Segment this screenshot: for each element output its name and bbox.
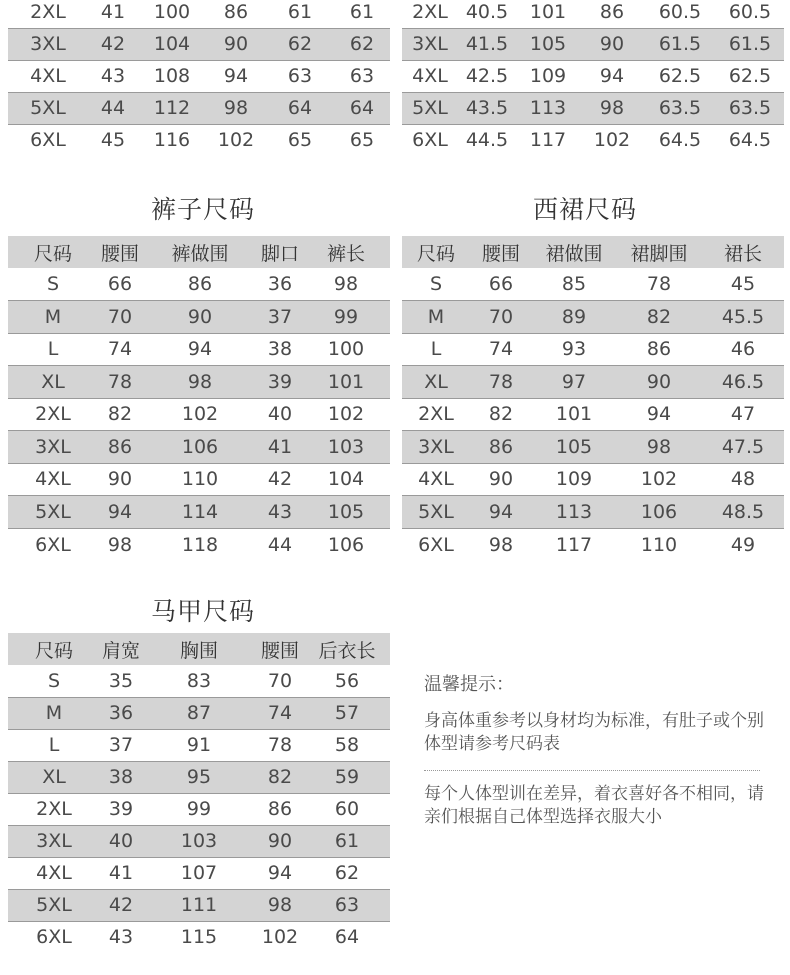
size-label-cell: L (402, 333, 470, 366)
measurement-cell: 62.5 (644, 60, 716, 92)
table-row (402, 463, 784, 496)
table-row (402, 60, 784, 92)
column-header: 尺码 (402, 236, 470, 268)
measurement-cell: 118 (181, 533, 219, 556)
column-header: 腰围 (256, 633, 304, 665)
table-row (8, 729, 390, 761)
measurement-cell: 99 (302, 301, 390, 334)
measurement-cell: 90 (206, 28, 266, 60)
measurement-cell: 102 (261, 926, 299, 949)
measurement-cell: 62 (304, 857, 390, 889)
table-row (8, 60, 390, 92)
size-label-cell: 6XL (418, 533, 454, 556)
measurement-cell: 105 (532, 431, 616, 464)
table-row (8, 496, 390, 529)
size-label-cell: XL (8, 761, 100, 793)
table-row (8, 889, 390, 921)
measurement-cell: 64.5 (728, 129, 772, 152)
measurement-cell: 45 (100, 129, 126, 152)
measurement-cell: 45.5 (702, 301, 784, 334)
measurement-cell: 63 (304, 889, 390, 921)
size-label-cell: 5XL (402, 496, 470, 529)
column-header: 裤做围 (142, 236, 258, 268)
column-header: 肩宽 (100, 633, 142, 665)
measurement-cell: 98 (142, 366, 258, 399)
measurement-cell: 104 (138, 28, 206, 60)
measurement-cell: 70 (98, 301, 142, 334)
size-label-cell: 3XL (402, 28, 458, 60)
table-row (8, 857, 390, 889)
measurement-cell: 113 (516, 92, 580, 124)
measurement-cell: 99 (142, 793, 256, 825)
table-row (8, 665, 390, 697)
measurement-cell: 117 (555, 533, 593, 556)
measurement-cell: 103 (142, 825, 256, 857)
measurement-cell: 43.5 (458, 92, 516, 124)
size-label-cell: 2XL (402, 398, 470, 431)
measurement-cell: 40 (100, 825, 142, 857)
table-row (8, 268, 390, 301)
table-row (8, 333, 390, 366)
skirt-title: 西裙尺码 (532, 195, 637, 224)
measurement-cell: 94 (256, 857, 304, 889)
measurement-cell: 90 (256, 825, 304, 857)
size-label-cell: 4XL (8, 60, 88, 92)
measurement-cell: 41.5 (458, 28, 516, 60)
skirt-size-table (402, 236, 784, 561)
measurement-cell: 48 (702, 463, 784, 496)
measurement-cell: 87 (142, 697, 256, 729)
measurement-cell: 86 (256, 793, 304, 825)
top-right-table-block (402, 0, 784, 156)
measurement-cell: 98 (302, 268, 390, 301)
column-header: 裙长 (702, 236, 784, 268)
measurement-cell: 47 (702, 398, 784, 431)
measurement-cell: 38 (100, 761, 142, 793)
measurement-cell: 42 (100, 889, 142, 921)
measurement-cell: 61 (304, 825, 390, 857)
vest-size-table (8, 633, 390, 953)
measurement-cell: 63.5 (716, 92, 784, 124)
size-label-cell: 4XL (402, 60, 458, 92)
table-row (402, 431, 784, 464)
measurement-cell: 100 (138, 0, 206, 28)
table-row (402, 366, 784, 399)
column-header: 脚口 (258, 236, 302, 268)
measurement-cell: 115 (180, 926, 218, 949)
table-row (8, 398, 390, 431)
measurement-cell: 104 (302, 463, 390, 496)
measurement-cell: 95 (142, 761, 256, 793)
measurement-cell: 60.5 (644, 0, 716, 28)
tips-line-1: 身高体重参考以身材均为标准，有肚子或个别体型请参考尺码表 (424, 711, 764, 754)
table-row (402, 301, 784, 334)
measurement-cell: 42 (258, 463, 302, 496)
measurement-cell: 70 (256, 665, 304, 697)
vest-table-block (8, 633, 390, 953)
size-label-cell: M (8, 301, 98, 334)
measurement-cell: 106 (327, 533, 365, 556)
column-header: 腰围 (98, 236, 142, 268)
size-label-cell: 3XL (402, 431, 470, 464)
measurement-cell: 86 (206, 0, 266, 28)
measurement-cell: 44 (88, 92, 138, 124)
size-label-cell: 6XL (412, 129, 448, 152)
measurement-cell: 38 (258, 333, 302, 366)
table-row (8, 921, 390, 953)
measurement-cell: 86 (580, 0, 644, 28)
measurement-cell: 44.5 (465, 129, 509, 152)
measurement-cell: 35 (100, 665, 142, 697)
measurement-cell: 40.5 (458, 0, 516, 28)
size-label-cell: 5XL (402, 92, 458, 124)
table-row (8, 528, 390, 561)
measurement-cell: 59 (304, 761, 390, 793)
measurement-cell: 64 (334, 92, 390, 124)
measurement-cell: 105 (516, 28, 580, 60)
measurement-cell: 94 (206, 60, 266, 92)
table-row (8, 793, 390, 825)
measurement-cell: 94 (98, 496, 142, 529)
measurement-cell: 65 (349, 129, 375, 152)
measurement-cell: 101 (302, 366, 390, 399)
size-label-cell: 5XL (8, 496, 98, 529)
size-label-cell: 6XL (35, 533, 71, 556)
measurement-cell: 43 (258, 496, 302, 529)
measurement-cell: 107 (142, 857, 256, 889)
size-label-cell: S (8, 268, 98, 301)
tips-title: 温馨提示： (424, 674, 514, 695)
measurement-cell: 74 (470, 333, 532, 366)
measurement-cell: 60.5 (716, 0, 784, 28)
measurement-cell: 86 (616, 333, 702, 366)
measurement-cell: 83 (142, 665, 256, 697)
measurement-cell: 60 (304, 793, 390, 825)
pants-size-table (8, 236, 390, 561)
measurement-cell: 106 (142, 431, 258, 464)
measurement-cell: 41 (100, 857, 142, 889)
table-row (402, 0, 784, 28)
measurement-cell: 105 (302, 496, 390, 529)
measurement-cell: 98 (206, 92, 266, 124)
top-left-table-block (8, 0, 390, 156)
measurement-cell: 49 (730, 533, 756, 556)
measurement-cell: 48.5 (702, 496, 784, 529)
size-label-cell: 4XL (8, 857, 100, 889)
table-row (402, 28, 784, 60)
skirt-table-block (402, 236, 784, 561)
measurement-cell: 82 (98, 398, 142, 431)
measurement-cell: 90 (580, 28, 644, 60)
measurement-cell: 64 (334, 926, 360, 949)
measurement-cell: 45 (702, 268, 784, 301)
measurement-cell: 112 (138, 92, 206, 124)
measurement-cell: 109 (516, 60, 580, 92)
measurement-cell: 93 (532, 333, 616, 366)
size-label-cell: M (8, 697, 100, 729)
measurement-cell: 46.5 (702, 366, 784, 399)
column-header: 裤长 (302, 236, 390, 268)
pants-table-block (8, 236, 390, 561)
measurement-cell: 39 (100, 793, 142, 825)
measurement-cell: 42.5 (458, 60, 516, 92)
table-row (8, 124, 390, 156)
table-row (8, 761, 390, 793)
measurement-cell: 110 (640, 533, 678, 556)
size-label-cell: 2XL (8, 793, 100, 825)
measurement-cell: 102 (593, 129, 631, 152)
measurement-cell: 62 (266, 28, 334, 60)
measurement-cell: 64 (266, 92, 334, 124)
measurement-cell: 41 (258, 431, 302, 464)
measurement-cell: 44 (267, 533, 293, 556)
measurement-cell: 100 (302, 333, 390, 366)
size-label-cell: XL (402, 366, 470, 399)
measurement-cell: 94 (580, 60, 644, 92)
top-left-size-table (8, 0, 390, 156)
measurement-cell: 98 (616, 431, 702, 464)
column-header: 尺码 (8, 236, 98, 268)
table-row (402, 528, 784, 561)
table-row (402, 92, 784, 124)
measurement-cell: 102 (142, 398, 258, 431)
size-label-cell: 3XL (8, 28, 88, 60)
measurement-cell: 111 (142, 889, 256, 921)
column-header: 裙做围 (532, 236, 616, 268)
tips-divider (424, 770, 760, 771)
measurement-cell: 82 (470, 398, 532, 431)
table-row (402, 398, 784, 431)
size-label-cell: XL (8, 366, 98, 399)
measurement-cell: 64.5 (658, 129, 702, 152)
measurement-cell: 97 (532, 366, 616, 399)
measurement-cell: 101 (532, 398, 616, 431)
measurement-cell: 78 (616, 268, 702, 301)
measurement-cell: 86 (142, 268, 258, 301)
measurement-cell: 94 (142, 333, 258, 366)
measurement-cell: 82 (256, 761, 304, 793)
table-row (402, 268, 784, 301)
column-header: 腰围 (470, 236, 532, 268)
size-label-cell: 6XL (36, 926, 72, 949)
measurement-cell: 98 (488, 533, 514, 556)
size-label-cell: M (402, 301, 470, 334)
measurement-cell: 78 (470, 366, 532, 399)
measurement-cell: 36 (100, 697, 142, 729)
measurement-cell: 46 (702, 333, 784, 366)
measurement-cell: 62.5 (716, 60, 784, 92)
measurement-cell: 98 (107, 533, 133, 556)
size-label-cell: S (8, 665, 100, 697)
measurement-cell: 85 (532, 268, 616, 301)
vest-title: 马甲尺码 (150, 597, 255, 626)
size-label-cell: 3XL (8, 431, 98, 464)
size-label-cell: 6XL (30, 129, 66, 152)
table-row (8, 697, 390, 729)
measurement-cell: 106 (616, 496, 702, 529)
measurement-cell: 37 (258, 301, 302, 334)
size-label-cell: 2XL (402, 0, 458, 28)
measurement-cell: 102 (217, 129, 255, 152)
measurement-cell: 90 (470, 463, 532, 496)
size-label-cell: 5XL (8, 92, 88, 124)
measurement-cell: 66 (470, 268, 532, 301)
measurement-cell: 37 (100, 729, 142, 761)
measurement-cell: 117 (529, 129, 567, 152)
table-row (8, 366, 390, 399)
measurement-cell: 102 (616, 463, 702, 496)
measurement-cell: 57 (304, 697, 390, 729)
table-row (402, 333, 784, 366)
measurement-cell: 89 (532, 301, 616, 334)
size-label-cell: 5XL (8, 889, 100, 921)
measurement-cell: 63.5 (644, 92, 716, 124)
size-label-cell: 2XL (8, 398, 98, 431)
measurement-cell: 116 (153, 129, 191, 152)
measurement-cell: 42 (88, 28, 138, 60)
top-right-size-table (402, 0, 784, 156)
size-label-cell: L (8, 333, 98, 366)
table-row (8, 431, 390, 464)
measurement-cell: 39 (258, 366, 302, 399)
measurement-cell: 90 (616, 366, 702, 399)
measurement-cell: 114 (142, 496, 258, 529)
measurement-cell: 109 (532, 463, 616, 496)
column-header: 裙脚围 (616, 236, 702, 268)
measurement-cell: 61 (266, 0, 334, 28)
measurement-cell: 94 (616, 398, 702, 431)
measurement-cell: 40 (258, 398, 302, 431)
table-row (8, 301, 390, 334)
measurement-cell: 36 (258, 268, 302, 301)
table-row (8, 28, 390, 60)
measurement-cell: 63 (334, 60, 390, 92)
measurement-cell: 113 (532, 496, 616, 529)
tips-panel (424, 673, 769, 829)
measurement-cell: 74 (98, 333, 142, 366)
measurement-cell: 56 (304, 665, 390, 697)
measurement-cell: 43 (108, 926, 134, 949)
measurement-cell: 41 (88, 0, 138, 28)
table-row (8, 463, 390, 496)
column-header: 胸围 (142, 633, 256, 665)
measurement-cell: 86 (470, 431, 532, 464)
size-label-cell: 4XL (8, 463, 98, 496)
measurement-cell: 103 (302, 431, 390, 464)
measurement-cell: 62 (334, 28, 390, 60)
measurement-cell: 66 (98, 268, 142, 301)
measurement-cell: 78 (98, 366, 142, 399)
tips-line-2: 每个人体型训在差异，着衣喜好各不相同，请亲们根据自己体型选择衣服大小 (424, 784, 764, 827)
size-label-cell: L (8, 729, 100, 761)
measurement-cell: 102 (302, 398, 390, 431)
size-label-cell: S (402, 268, 470, 301)
measurement-cell: 101 (516, 0, 580, 28)
measurement-cell: 90 (142, 301, 258, 334)
column-header: 后衣长 (304, 633, 390, 665)
pants-title: 裤子尺码 (150, 195, 255, 224)
table-row (402, 496, 784, 529)
measurement-cell: 74 (256, 697, 304, 729)
measurement-cell: 61 (334, 0, 390, 28)
table-row (8, 825, 390, 857)
measurement-cell: 47.5 (702, 431, 784, 464)
measurement-cell: 61.5 (716, 28, 784, 60)
column-header: 尺码 (8, 633, 100, 665)
measurement-cell: 110 (142, 463, 258, 496)
size-label-cell: 4XL (402, 463, 470, 496)
measurement-cell: 108 (138, 60, 206, 92)
measurement-cell: 43 (88, 60, 138, 92)
size-label-cell: 3XL (8, 825, 100, 857)
table-row (8, 92, 390, 124)
measurement-cell: 94 (470, 496, 532, 529)
size-label-cell: 2XL (8, 0, 88, 28)
measurement-cell: 98 (256, 889, 304, 921)
measurement-cell: 70 (470, 301, 532, 334)
measurement-cell: 61.5 (644, 28, 716, 60)
measurement-cell: 63 (266, 60, 334, 92)
table-row (402, 124, 784, 156)
measurement-cell: 98 (580, 92, 644, 124)
measurement-cell: 78 (256, 729, 304, 761)
measurement-cell: 65 (287, 129, 313, 152)
measurement-cell: 86 (98, 431, 142, 464)
measurement-cell: 91 (142, 729, 256, 761)
measurement-cell: 90 (98, 463, 142, 496)
table-row (8, 0, 390, 28)
measurement-cell: 82 (616, 301, 702, 334)
measurement-cell: 58 (304, 729, 390, 761)
